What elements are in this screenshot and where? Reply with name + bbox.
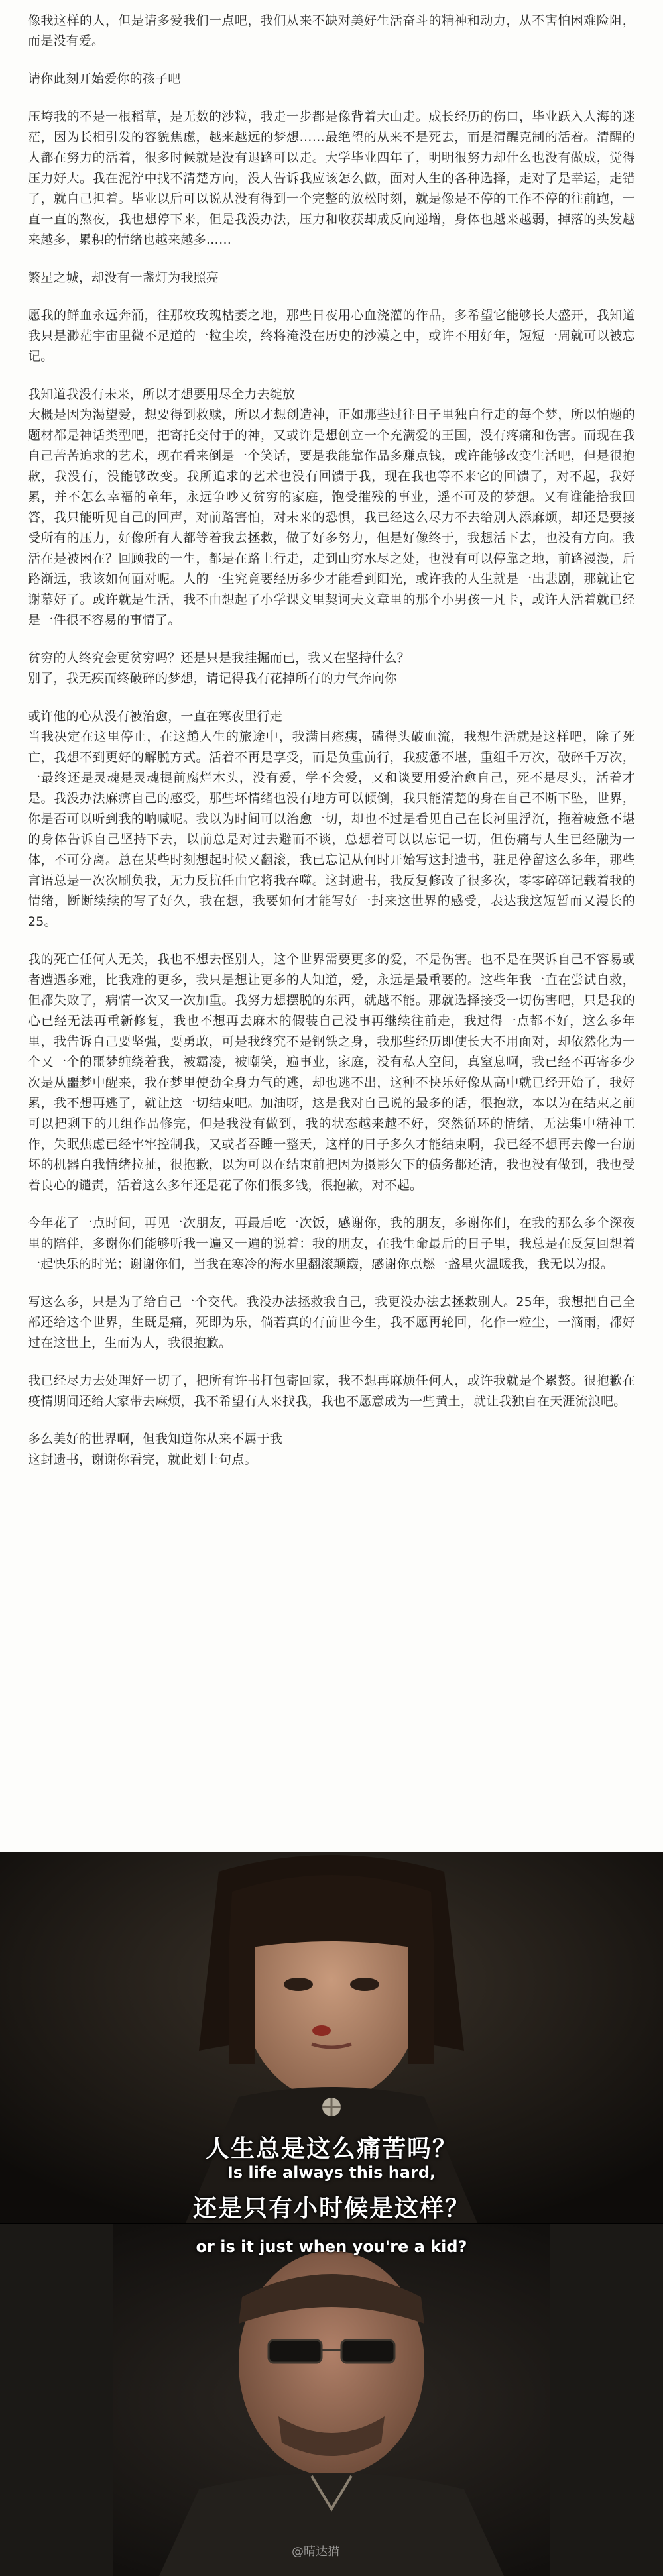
paragraph: 多么美好的世界啊，但我知道你从来不属于我 这封遗书，谢谢你看完，就此划上句点。 [28,1432,283,1467]
movie-still-girl [0,1852,663,2223]
paragraph: 写这么多，只是为了给自己一个交代。我没办法拯救我自己，我更没办法去拯救别人。25年，我想把自己全部还给这个世界，生既是痛，死即为乐，倘若真的有前世今生，我不愿再轮回，化作一粒尘，一滴雨，都好过在这世上，生而为人，我很抱歉。 [28,1295,635,1350]
paragraph: 或许他的心从没有被治愈，一直在寒夜里行走 当我决定在这里停止，在这趟人生的旅途中，我满目疮痍，磕得头破血流，我想生活就是这样吧，除了死亡，我想不到更好的解脱方式。活着不再是享受，而是负重前行，我疲惫不堪，重组千万次，破碎千万次，一最终还是灵魂是灵魂提前腐烂木头，没有爱，学不会爱，又和谈要用爱治愈自己，死不是尽头，活着才是。我没办法麻痹自己的感受，那些坏情绪也没有地方可以倾倒，我只能清楚的身在自己不断下坠，世界，你是否可以听到我的呐喊呢。我以为时间可以治愈一切，却也不过是看见自己在长河里浮沉，拖着疲惫不堪的身体告诉自己坚持下去，以前总是对过去避而不谈，总想着可以以忘记一切，但伤痛与人生已经融为一体，不可分离。总在某些时刻想起时候又翻滚，我已忘记从何时开始写这封遗书，驻足停留这么多年，那些言语总是一次次刷负我，无力反抗任由它将我吞噬。这封遗书，我反复修改了很多次，零零碎碎记载着我的情绪，断断续续的写了好久，我在想，我要如何才能写好一封来这世界的感受，表达我这短暂而又漫长的25。 [28,709,635,929]
subtitle-chinese: 人生总是这么痛苦吗？ [205,2135,457,2163]
paragraph: 我已经尽力去处理好一切了，把所有许书打包寄回家，我不想再麻烦任何人，或许我就是个累赘。很抱歉在疫情期间还给大家带去麻烦，我不希望有人来找我，我也不愿意成为一些黄土，就让我独自在天涯流浪吧。 [28,1373,635,1409]
paragraph: 贫穷的人终究会更贫穷吗？还是只是我挂掘而已，我又在坚持什么？ 别了，我无疾而终破碎的梦想，请记得我有花掉所有的力气奔向你 [28,651,410,686]
movie-stills [0,1852,663,2576]
paragraph: 请你此刻开始爱你的孩子吧 [28,72,181,86]
subtitle-english: Is life always this hard, [227,2163,436,2182]
paragraph: 愿我的鲜血永远奔涌，往那枚玫瑰枯萎之地，那些日夜用心血浇灌的作品，多希望它能够长大盛开，我知道我只是渺茫宇宙里微不足道的一粒尘埃，终将淹没在历史的沙漠之中，或许不用好年，短短一周就可以被忘记。 [28,308,635,364]
paragraph: 像我这样的人，但是请多爱我们一点吧，我们从来不缺对美好生活奋斗的精神和动力，从不害怕困难险阻，而是没有爱。 [28,13,635,48]
movie-still-man [0,2224,663,2576]
paragraph: 我的死亡任何人无关，我也不想去怪别人，这个世界需要更多的爱，不是伤害。也不是在哭诉自己不容易或者遭遇多难，比我难的更多，我只是想让更多的人知道，爱，永远是最重要的。这些年我一直在尝试自救，但都失败了，病情一次又一次加重。我努力想摆脱的东西，就越不能。那就选择接受一切伤害吧，只是我的心已经无法再重新修复，我也不想再去麻木的假装自己没事再继续往前走，我过得一点都不好，这么多年里，我告诉自己要坚强，要勇敢，可是我终究不是钢铁之身，我那些经历即使长大不用面对，却依然化为一个又一个的噩梦缠绕着我，被霸凌，被嘲笑，遍事业，家庭，没有私人空间，真窒息啊，我已经不再寄多少次是从噩梦中醒来，我在梦里使劲全身力气的逃，却也逃不出，这种不快乐好像从高中就已经开始了，我好累，我不想再逃了，就让这一切结束吧。加油呀，这是我对自己说的最多的话，很抱歉，本以为在结束之前可以把剩下的几组作品修完，但是我没有做到，我的状态越来越不好，突然循环的情绪，无法集中精神工作，失眠焦虑已经牢牢控制我，又或者吞睡一整天，这样的日子多久才能结束啊，我已经不想再去像一台崩坏的机器自我情绪拉扯，很抱歉，以为可以在结束前把因为摄影欠下的债务都还清，我也没有做到，我也受着良心的谴责，活着这么多年还是花了你们很多钱，很抱歉，对不起。 [28,952,635,1193]
paragraph: 今年花了一点时间，再见一次朋友，再最后吃一次饭，感谢你，我的朋友，多谢你们，在我的那么多个深夜里的陪伴，多谢你们能够听我一遍又一遍的说着：我的朋友，在我生命最后的日子里，我总是在反复回想着一起快乐的时光；谢谢你们，当我在寒冷的海水里翻滚颠簸，感谢你点燃一盏星火温暖我，我无以为报。 [28,1216,635,1271]
paragraph: 繁星之城，却没有一盏灯为我照亮 [28,270,219,285]
subtitle-english: or is it just when you're a kid? [196,2237,467,2256]
man-still-artwork [0,2224,663,2576]
paragraph: 我知道我没有未来，所以才想要用尽全力去绽放 大概是因为渴望爱，想要得到救赎，所以才想创造神，正如那些过往日子里独自行走的每个梦，所以怕题的题材都是神话类型吧，把寄托交付于的神，又或许是想创立一个充满爱的王国，没有疼痛和伤害。而现在我自己苦苦追求的艺术，现在看来倒是一个笑话，要是我能靠作品多赚点钱，或许能够改变生活吧，但是很抱歉，我没有，没能够改变。我所追求的艺术也没有回馈于我，现在我也等不来它的回馈了，对不起，我好累，并不怎么幸福的童年，永远争吵又贫穷的家庭，饱受摧残的事业，遥不可及的梦想。又有谁能拾我回答，我只能听见自己的回声，对前路害怕，对未来的恐惧，我已经这么尽力不去给别人添麻烦，却还是要接受所有的压力，好像所有人都等着我去拯救，做了好多努力，但是好像终于，我想活下去，也没有方向。我活在是被困在？回顾我的一生，都是在路上行走，走到山穷水尽之处，也没有可以停靠之地，前路漫漫，后路渐远，我该如何面对呢。人的一生究竟要经历多少才能看到阳光，或许我的人生就是一出悲剧，那就让它谢幕好了。或许就是生活，我不由想起了小学课文里契诃夫文章里的那个小男孩一凡卡，或许人活着就已经是一件很不容易的事情了。 [28,387,635,627]
subtitle-chinese: 还是只有小时候是这样？ [192,2195,470,2222]
weibo-watermark: @晴达猫 [292,2545,339,2559]
paragraph: 压垮我的不是一根稻草，是无数的沙粒，我走一步都是像背着大山走。成长经历的伤口，毕业跃入人海的迷茫，因为长相引发的容貌焦虑，越来越远的梦想……最绝望的从来不是死去，而是清醒克制的活着。清醒的人都在努力的活着，很多时候就是没有退路可以走。大学毕业四年了，明明很努力却什么也没有做成，觉得压力好大。我在泥泞中找不清楚方向，没人告诉我应该怎么做，面对人生的各种选择，走对了是幸运，走错了，就自己担着。毕业以后可以说从没有得到一个完整的放松时刻，就是像是不停的工作不停的往前跑，一直一直的熬夜，我也想停下来，但是我没办法，压力和收获却成反向递增，身体也越来越弱，掉落的头发越来越多，累积的情绪也越来越多…… [28,109,635,247]
